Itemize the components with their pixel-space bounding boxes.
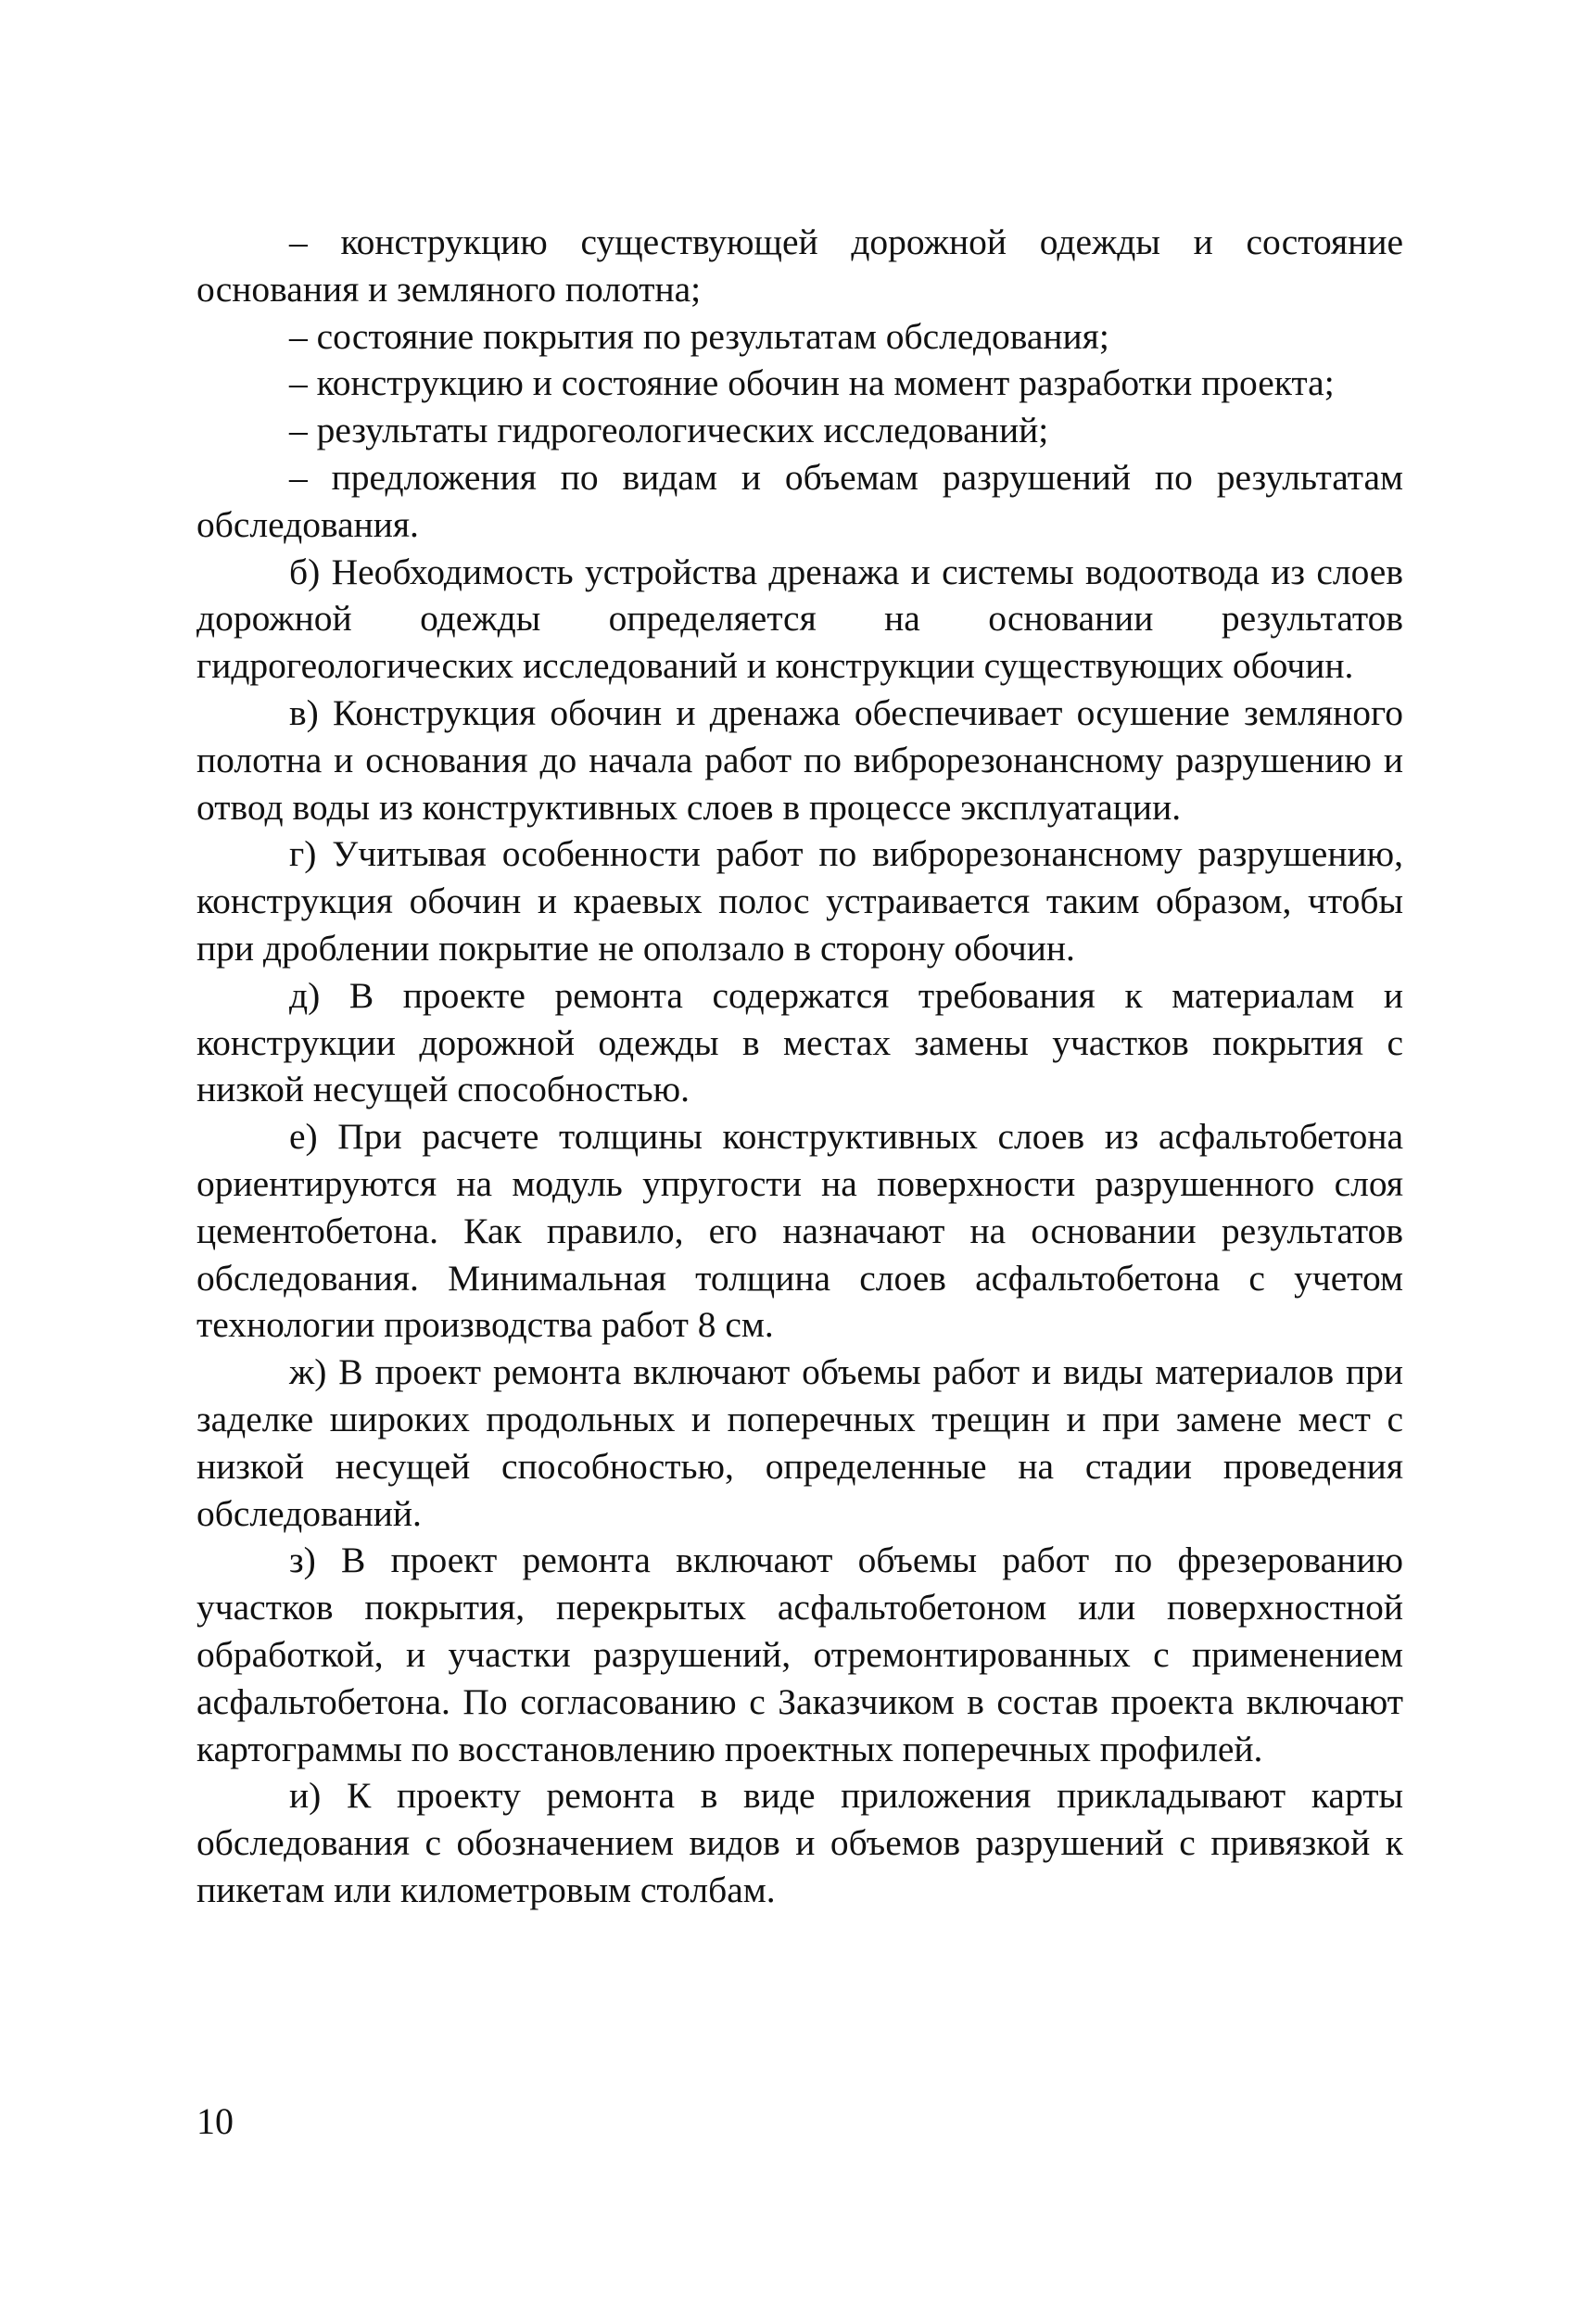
paragraph-b-drainage: б) Необходимость устройства дренажа и системы водоотвода из слоев дорожной одежды определяется на основании результатов гидрогеологических исследований и конструкции существующих обочин. [196, 551, 1403, 687]
paragraph-e-asphalt-thickness: е) При расчете толщины конструктивных слоев из асфальтобетона ориентируются на модуль упругости на поверхности разрушенного слоя цементобетона. Как правило, его назначают на основании результатов обследования. Минимальная толщина слоев асфальтобетона с учетом технологии производства работ 8 см. [196, 1116, 1403, 1346]
paragraph-zh-cracks: ж) В проект ремонта включают объемы работ и виды материалов при заделке широких продольных и поперечных трещин и при замене мест с низкой несущей способностью, определенные на стадии проведения обследований. [196, 1351, 1403, 1534]
page-number: 10 [196, 2100, 234, 2142]
list-item-shoulders: – конструкцию и состояние обочин на момент разработки проекта; [289, 362, 1335, 404]
list-item-damage-proposals: – предложения по видам и объемам разрушений по результатам обследования. [196, 456, 1403, 545]
paragraph-i-survey-maps: и) К проекту ремонта в виде приложения прикладывают карты обследования с обозначением видов и объемов разрушений с привязкой к пикетам или километровым столбам. [196, 1775, 1403, 1910]
paragraph-g-vibro-resonance: г) Учитывая особенности работ по виброрезонансному разрушению, конструкция обочин и краевых полос устраивается таким образом, чтобы при дроблении покрытие не оползало в сторону обочин. [196, 833, 1403, 969]
list-item-hydrogeology: – результаты гидрогеологических исследований; [289, 410, 1049, 451]
paragraph-v-shoulders-drainage: в) Конструкция обочин и дренажа обеспечивает осушение земляного полотна и основания до начала работ по виброрезонансному разрушению и отвод воды из конструктивных слоев в процессе эксплуатации. [196, 691, 1403, 828]
page-body [196, 219, 1403, 1914]
paragraph-d-materials: д) В проекте ремонта содержатся требования к материалам и конструкции дорожной одежды в местах замены участков покрытия с низкой несущей способностью. [196, 974, 1403, 1110]
list-item-pavement-condition: – состояние покрытия по результатам обследования; [289, 315, 1109, 357]
paragraph-z-milling: з) В проект ремонта включают объемы работ по фрезерованию участков покрытия, перекрытых асфальтобетоном или поверхностной обработкой, и участки разрушений, отремонтированных с применением асфальтобетона. По согласованию с Заказчиком в состав проекта включают картограммы по восстановлению проектных поперечных профилей. [196, 1540, 1403, 1769]
list-item-road-structure: – конструкцию существующей дорожной одежды и состояние основания и земляного полотна; [196, 222, 1403, 310]
